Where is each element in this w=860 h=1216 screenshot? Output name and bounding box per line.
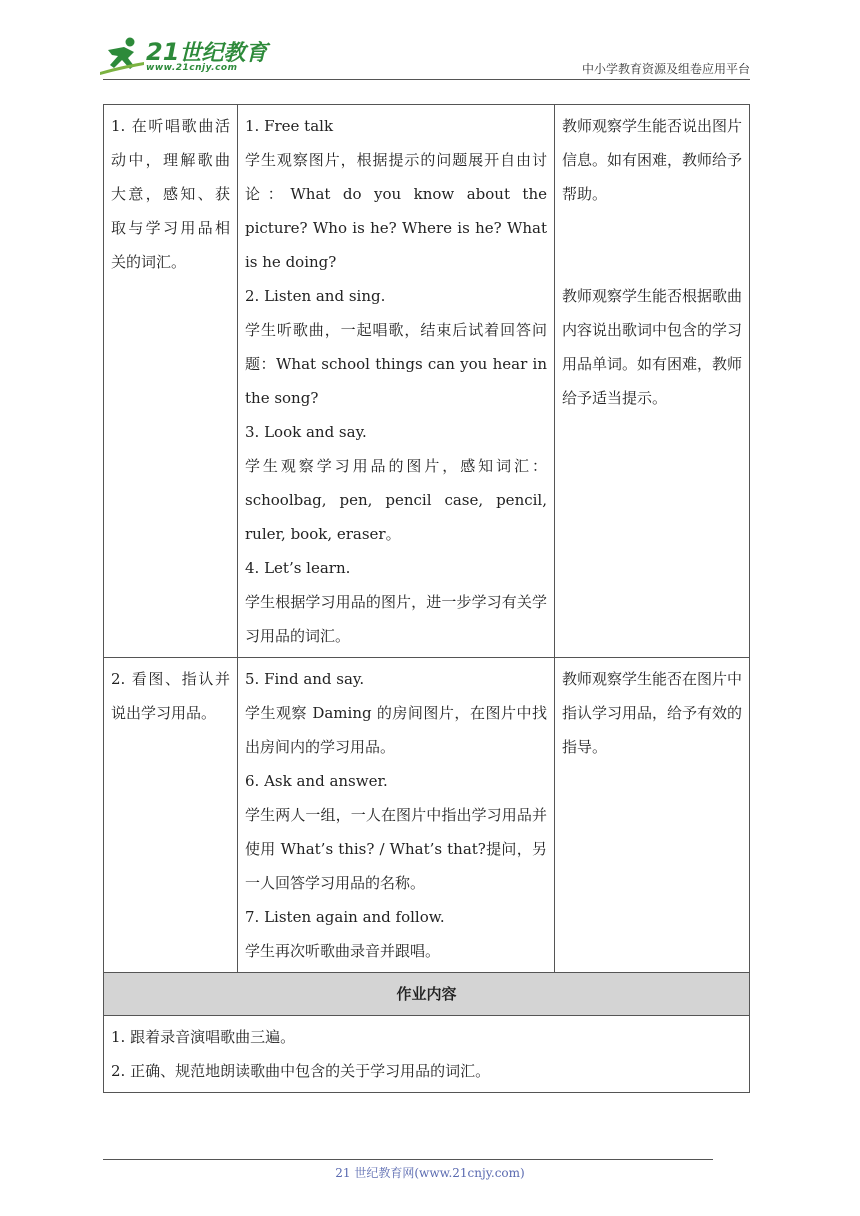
logo xyxy=(100,36,268,78)
activity-line: 学生再次听歌曲录音并跟唱。 xyxy=(245,942,441,960)
activity-line: 学生观察 Daming 的房间图片，在图片中找出房间内的学习用品。 xyxy=(245,704,547,756)
activities-cell xyxy=(238,658,555,973)
activity-line: 学生听歌曲，一起唱歌，结束后试着回答问题：What school things can you hear in the song? xyxy=(245,321,547,407)
logo-url: www.21cnjy.com xyxy=(146,63,238,73)
activity-line: 3. Look and say. xyxy=(245,423,367,441)
runner-icon xyxy=(100,36,146,76)
activity-line: 学生观察学习用品的图片，感知词汇：schoolbag, pen, pencil case, pencil, ruler, book, eraser。 xyxy=(245,457,547,543)
homework-header-row xyxy=(104,973,750,1016)
homework-title: 作业内容 xyxy=(104,973,750,1016)
activity-line: 学生两人一组，一人在图片中指出学习用品并使用 What’s this? / What’s that?提问，另一人回答学习用品的名称。 xyxy=(245,806,547,892)
activity-line: 4. Let’s learn. xyxy=(245,559,351,577)
spacer xyxy=(562,211,742,245)
footer-text: 21 世纪教育网(www.21cnjy.com) xyxy=(335,1166,525,1180)
logo-title: 21世纪教育 xyxy=(146,38,268,66)
objective-cell: 1. 在听唱歌曲活动中，理解歌曲大意，感知、获取与学习用品相关的词汇。 xyxy=(104,105,238,658)
objective-cell: 2. 看图、指认并说出学习用品。 xyxy=(104,658,238,973)
activity-line: 2. Listen and sing. xyxy=(245,287,386,305)
assessment-text: 教师观察学生能否在图片中指认学习用品，给予有效的指导。 xyxy=(562,670,743,756)
activity-line: 1. Free talk xyxy=(245,117,334,135)
assessment-text: 教师观察学生能否根据歌曲内容说出歌词中包含的学习用品单词。如有困难，教师给予适当提示。 xyxy=(562,287,743,407)
activity-line: 6. Ask and answer. xyxy=(245,772,388,790)
homework-item: 1. 跟着录音演唱歌曲三遍。 xyxy=(111,1028,296,1046)
platform-name: 中小学教育资源及组卷应用平台 xyxy=(581,62,750,76)
homework-item: 2. 正确、规范地朗读歌曲中包含的关于学习用品的词汇。 xyxy=(111,1062,491,1080)
activity-line: 5. Find and say. xyxy=(245,670,365,688)
activity-line: 学生观察图片，根据提示的问题展开自由讨论：What do you know about the picture? Who is he? Where is he? What is he doing? xyxy=(245,151,547,271)
footer-divider xyxy=(103,1159,713,1160)
activity-line: 7. Listen again and follow. xyxy=(245,908,445,926)
assessment-text: 教师观察学生能否说出图片信息。如有困难，教师给予帮助。 xyxy=(562,117,743,203)
lesson-table xyxy=(103,104,750,1093)
homework-cell xyxy=(104,1016,750,1093)
spacer xyxy=(562,245,742,279)
page-header xyxy=(0,0,860,80)
homework-row xyxy=(104,1016,750,1093)
header-divider xyxy=(103,79,750,80)
activity-line: 学生根据学习用品的图片，进一步学习有关学习用品的词汇。 xyxy=(245,593,547,645)
activities-cell xyxy=(238,105,555,658)
table-row xyxy=(104,658,750,973)
table-row xyxy=(104,105,750,658)
assessment-cell xyxy=(555,105,750,658)
assessment-cell xyxy=(555,658,750,973)
